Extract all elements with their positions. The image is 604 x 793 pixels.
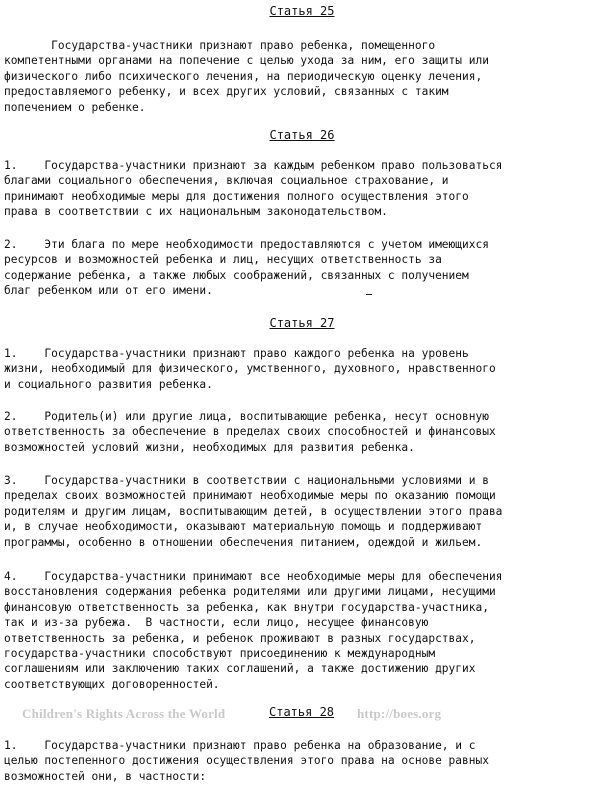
article-28-heading: Статья 28	[269, 705, 335, 719]
stray-mark	[366, 294, 372, 295]
article-26-heading: Статья 26	[269, 128, 335, 142]
watermark-text: Children's Rights Across the World	[22, 706, 226, 721]
article-27-paragraph-3: 3. Государства-участники в соответствии с национальными условиями и в пределах своих возможностей принимают необходимые меры по оказанию помощи родителям и другим лицам, воспитывающим детей, в осуществлении этого права и, в случае необходимости, оказывают материальную помощь и поддерживают программы, особенно в отношении обеспечения питанием, одеждой и жильем.	[4, 474, 503, 549]
article-27-paragraph-2: 2. Родитель(и) или другие лица, воспитывающие ребенка, несут основную ответственность за обеспечение в пределах своих способностей и финансовых возможностей условий жизни, необходимых для развития ребенка.	[4, 410, 496, 454]
article-27-paragraph-1: 1. Государства-участники признают право каждого ребенка на уровень жизни, необходимый для физического, умственного, духовного, нравственного и социального развития ребенка.	[4, 347, 496, 391]
watermark-url: http://boes.org	[357, 706, 442, 721]
article-27-heading: Статья 27	[269, 316, 335, 330]
article-25-heading: Статья 25	[269, 4, 335, 18]
article-26-paragraph-2: 2. Эти блага по мере необходимости предоставляются с учетом имеющихся ресурсов и возможностей ребенка и лиц, несущих ответственность за содержание ребенка, а также любых соображений, связанных с получением благ ребенком или от его имени.	[4, 238, 489, 298]
article-27-paragraph-4: 4. Государства-участники принимают все необходимые меры для обеспечения восстановления содержания ребенка родителями или другими лицами, несущими финансовую ответственность за ребенка, как внутри государства-участника, так и из-за рубежа. В частности, если лицо, несущее финансовую ответственность за ребенка, и ребенок проживают в разных государствах, государства-участники способствуют присоединению к международным соглашениям или заключению таких соглашений, а также достижению других соответствующих договоренностей.	[4, 570, 503, 691]
article-26-paragraph-1: 1. Государства-участники признают за каждым ребенком право пользоваться благами социального обеспечения, включая социальное страхование, и принимают необходимые меры для достижения полного осуществления этого права в соответствии с их национальным законодательством.	[4, 159, 503, 219]
watermark-row	[0, 705, 604, 723]
article-25-paragraph: Государства-участники признают право ребенка, помещенного компетентными органами на попечение с целью ухода за ним, его защиты или физического либо психического лечения, на периодическую оценку лечения, предоставляемого ребенку, и всех других условий, связанных с таким попечением о ребенке.	[4, 39, 489, 114]
article-28-paragraph-1: 1. Государства-участники признают право ребенка на образование, и с целью постепенного достижения осуществления этого права на основе равных возможностей они, в частности:	[4, 739, 489, 783]
